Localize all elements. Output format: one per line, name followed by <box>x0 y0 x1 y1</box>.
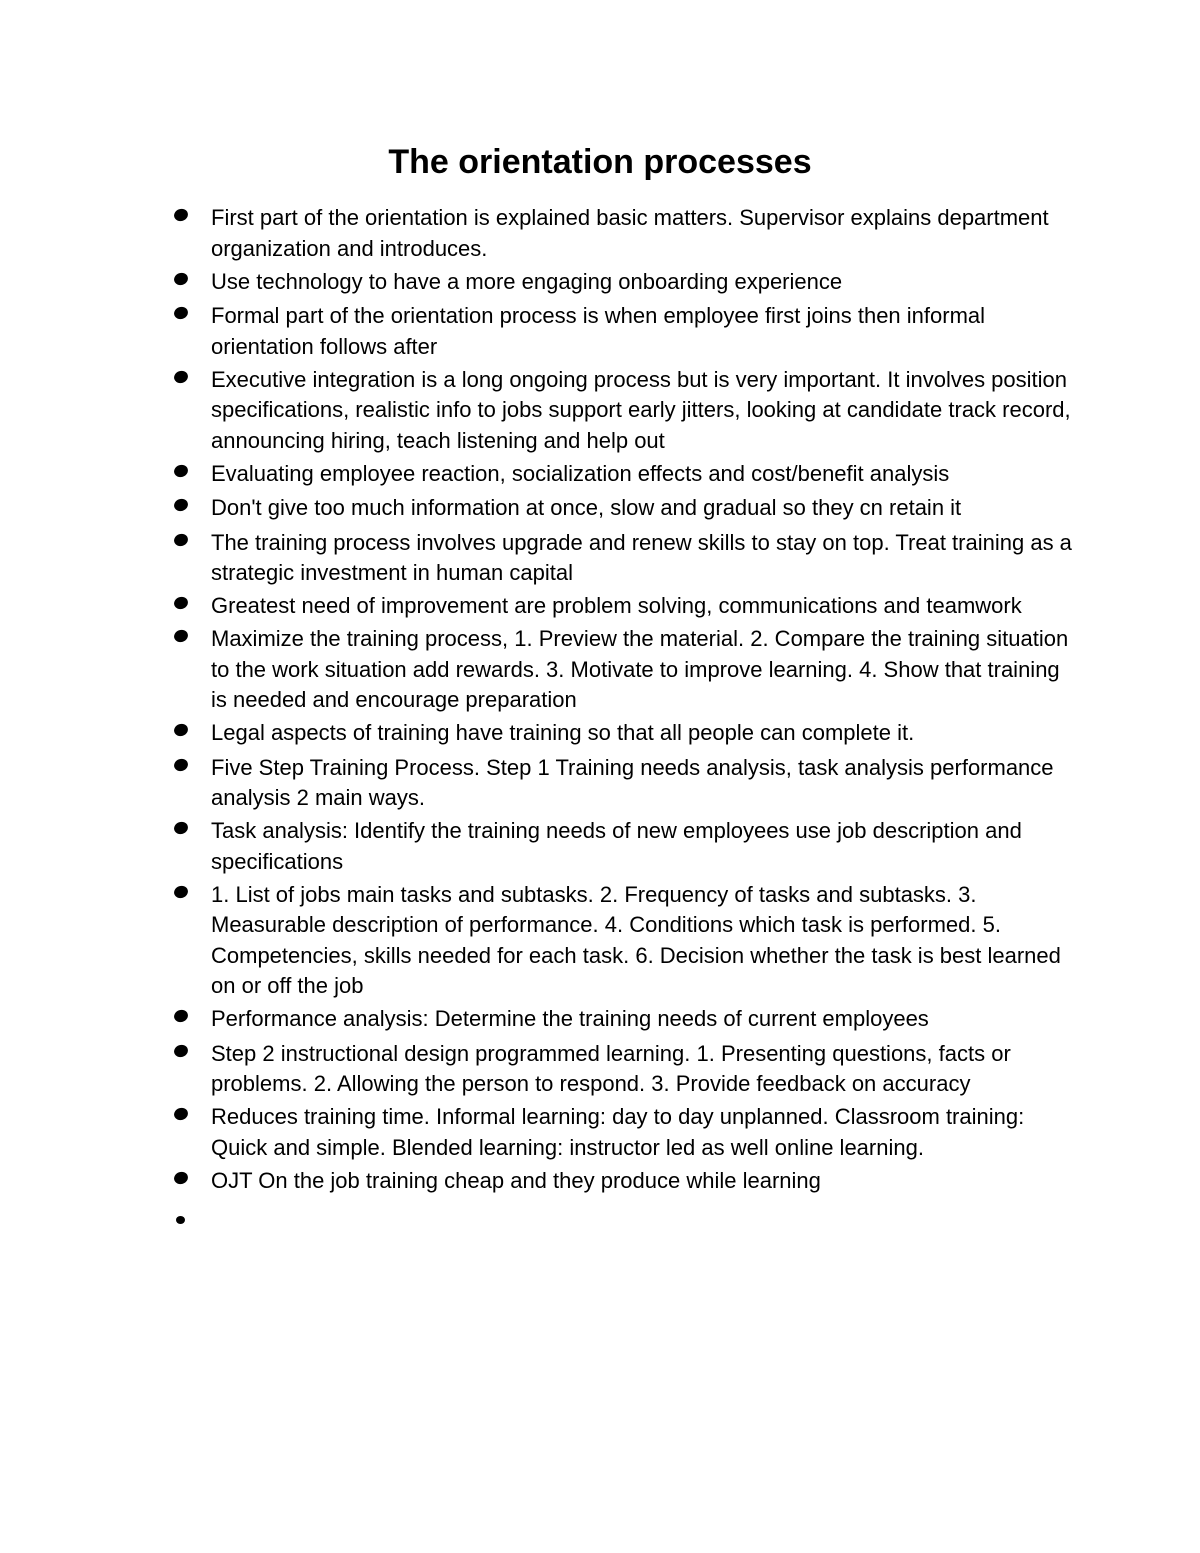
bullet-icon <box>172 532 189 548</box>
list-item <box>0 1102 1200 1163</box>
bullet-icon <box>172 757 189 773</box>
list-item <box>0 493 1200 524</box>
list-item <box>0 718 1200 749</box>
list-item-text: Maximize the training process, 1. Preview the material. 2. Compare the training situation to the work situation add rewards. 3. Motivate to improve learning. 4. Show that training is needed and encourage preparation <box>211 626 1069 712</box>
list-item-text: Reduces training time. Informal learning: day to day unplanned. Classroom training: Quick and simple. Blended learning: instructor led as well online learning. <box>211 1104 1025 1160</box>
bullet-icon <box>172 884 189 900</box>
list-item-text: Evaluating employee reaction, socialization effects and cost/benefit analysis <box>211 460 950 486</box>
bullet-icon <box>172 628 189 644</box>
bullet-icon <box>172 463 189 479</box>
bullet-icon <box>172 497 189 513</box>
list-item-text: Five Step Training Process. Step 1 Training needs analysis, task analysis performance analysis 2 main ways. <box>211 754 1054 810</box>
bullet-icon <box>172 271 189 287</box>
list-item-text: Don't give too much information at once, slow and gradual so they cn retain it <box>211 495 962 520</box>
list-item-text: Use technology to have a more engaging onboarding experience <box>211 268 843 294</box>
bullet-icon <box>172 722 189 738</box>
bullet-icon <box>172 1008 189 1024</box>
bullet-icon <box>172 369 189 385</box>
list-item-text: Legal aspects of training have training so that all people can complete it. <box>211 720 915 745</box>
bullet-icon <box>172 207 189 223</box>
list-item <box>0 753 1200 814</box>
page-title: The orientation processes <box>388 143 812 181</box>
list-item-text: First part of the orientation is explained basic matters. Supervisor explains department organization and introduces. <box>211 205 1049 261</box>
list-item-empty <box>0 1199 1200 1229</box>
list-item <box>0 1004 1200 1035</box>
bullet-icon <box>172 595 189 611</box>
list-item <box>0 816 1200 877</box>
list-item-text: Executive integration is a long ongoing process but is very important. It involves position specifications, realistic info to jobs support early jitters, looking at candidate track record, announcing hiring, teach listening and help out <box>211 366 1071 453</box>
list-item <box>0 591 1200 622</box>
list-item <box>0 203 1200 264</box>
bullet-icon <box>172 305 189 321</box>
list-item <box>0 301 1200 362</box>
bullet-icon <box>172 820 189 836</box>
bullet-icon <box>172 1170 189 1186</box>
list-item <box>0 1039 1200 1100</box>
list-item <box>0 880 1200 1002</box>
bullet-icon <box>172 1106 189 1122</box>
bullet-icon <box>172 1043 189 1059</box>
list-item <box>0 459 1200 490</box>
list-item-text: OJT On the job training cheap and they produce while learning <box>211 1167 821 1193</box>
list-item-text: Formal part of the orientation process is when employee first joins then informal orientation follows after <box>211 303 986 359</box>
list-item <box>0 528 1200 589</box>
list-item <box>0 1166 1200 1197</box>
list-item <box>0 365 1200 457</box>
list-item-text: Task analysis: Identify the training needs of new employees use job description and specifications <box>211 818 1022 874</box>
bullet-list <box>0 203 1200 1231</box>
list-item-text: Greatest need of improvement are problem solving, communications and teamwork <box>211 593 1022 618</box>
bullet-icon <box>176 1216 185 1224</box>
list-item-text: Performance analysis: Determine the training needs of current employees <box>211 1006 929 1031</box>
list-item-text: Step 2 instructional design programmed learning. 1. Presenting questions, facts or problems. 2. Allowing the person to respond. 3. Provide feedback on accuracy <box>211 1040 1011 1096</box>
list-item <box>0 267 1200 298</box>
list-item-text: 1. List of jobs main tasks and subtasks. 2. Frequency of tasks and subtasks. 3. Measurable description of performance. 4. Conditions which task is performed. 5. Competencies, skills needed for each task. 6. Decision whether the task is best learned on or off the job <box>211 881 1061 998</box>
list-item-text: The training process involves upgrade and renew skills to stay on top. Treat training as a strategic investment in human capital <box>211 529 1072 585</box>
list-item <box>0 624 1200 716</box>
